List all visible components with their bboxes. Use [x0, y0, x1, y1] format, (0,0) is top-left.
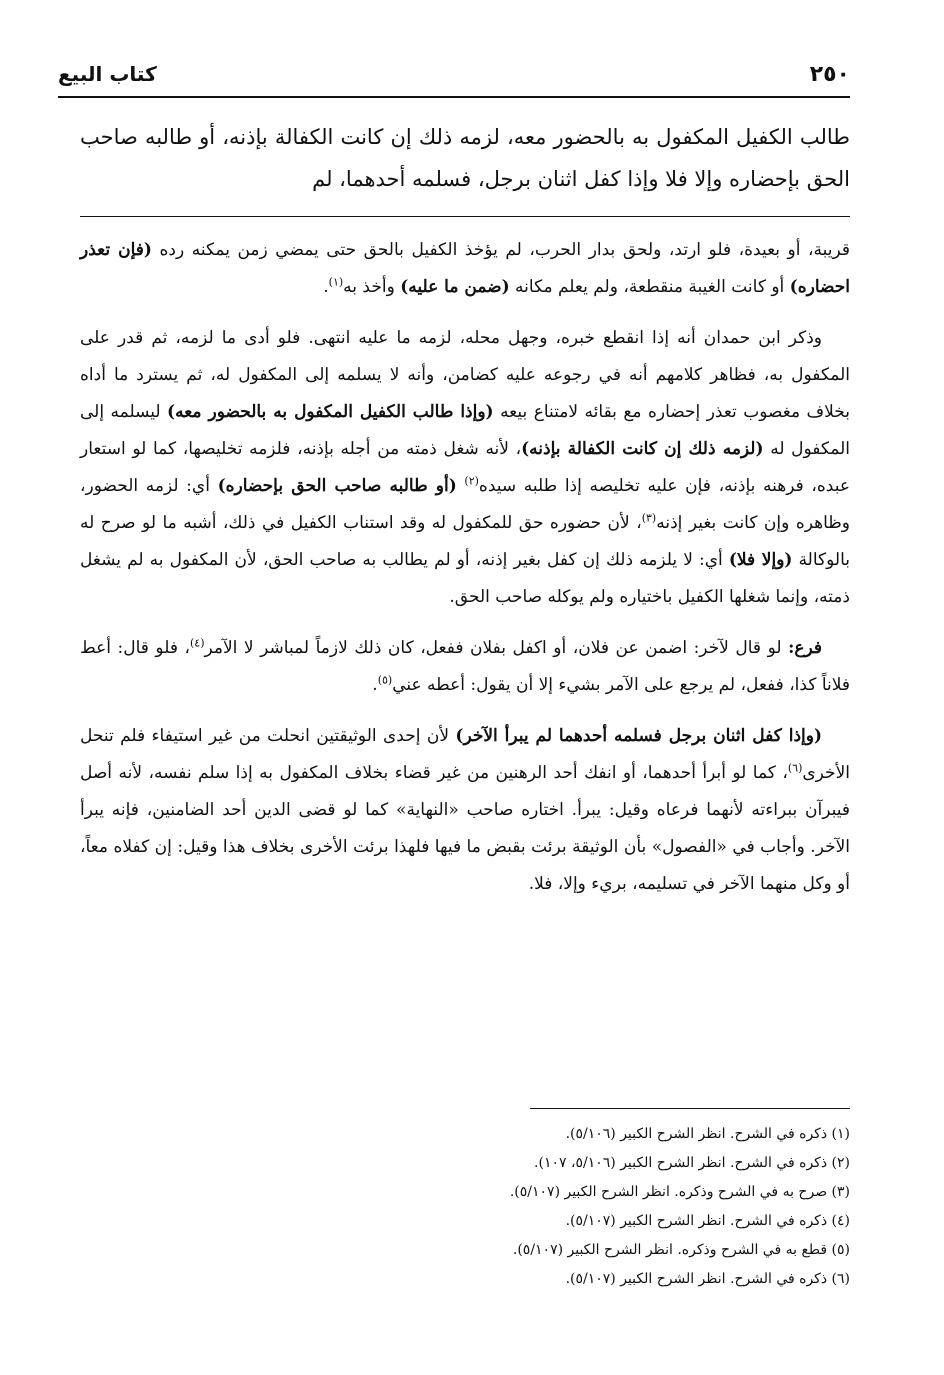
footnote: (٥) قطع به في الشرح وذكره. انظر الشرح الكبير (٥/١٠٧). [512, 1242, 850, 1258]
matn-quote: (أو طالبه صاحب الحق بإحضاره) [217, 476, 457, 496]
matn-divider [80, 216, 850, 217]
header-rule [58, 96, 850, 98]
page-number: ٢٥٠ [809, 62, 850, 87]
commentary-paragraph-3: فرع: لو قال لآخر: اضمن عن فلان، أو اكفل بفلان ففعل، كان ذلك لازماً لمباشر لا الآمر$^{(٤)}$، فلو قال: أعط فلاناً كذا، ففعل، لم يرجع على الآمر بشيء إلا أن يقول: أعطه عني$^{(٥)}$. [80, 636, 850, 695]
footnotes [80, 1120, 850, 1294]
page-header [58, 58, 850, 100]
matn-quote: (وإلا فلا) [728, 550, 793, 570]
footnote-ref: (٤) [189, 636, 205, 650]
matn-quote: (لزمه ذلك إن كانت الكفالة بإذنه) [521, 439, 764, 459]
commentary-paragraph-1: قريبة، أو بعيدة، فلو ارتد، ولحق بدار الحرب، لم يؤخذ الكفيل بالحق حتى يمضي زمن يمكنه رده (فإن تعذر احضاره) أو كانت الغيبة منقطعة، ولم يعلم مكانه (ضمن ما عليه) وأخذ به$^{(١)}$. [80, 240, 850, 297]
running-title: كتاب البيع [58, 62, 157, 86]
footnote-divider [530, 1108, 850, 1109]
footnote: (١) ذكره في الشرح. انظر الشرح الكبير (٥/١٠٦). [565, 1126, 850, 1142]
footnote-ref: (٣) [641, 511, 657, 525]
footnote: (٣) صرح به في الشرح وذكره. انظر الشرح الكبير (٥/١٠٧). [509, 1184, 850, 1200]
commentary-paragraph-4: (وإذا كفل اثنان برجل فسلمه أحدهما لم يبرأ الآخر) لأن إحدى الوثيقتين انحلت من غير استيفاء فلم تنحل الأخرى$^{(٦)}$، كما لو أبرأ أحدهما، أو انفك أحد الرهنين من غير قضاء بخلاف المكفول به إذا سلم نفسه، لأنه أصل فيبرآن ببراءته لأنهما فرعاه وقيل: يبرأ. اختاره صاحب «النهاية» كما لو قضى الدين أحد الضامنين، فإنه يبرأ الآخر. وأجاب في «الفصول» بأن الوثيقة برئت بقبض ما فيها فلهذا برئت الأخرى بخلاف هذا وقيل: إن كفلاه معاً، أو وكل منهما الآخر في تسليمه، بريء وإلا، فلا. [80, 726, 850, 894]
matn-text: طالب الكفيل المكفول به بالحضور معه، لزمه ذلك إن كانت الكفالة بإذنه، أو طالبه صاحب الحق بإحضاره وإلا فلا وإذا كفل اثنان برجل، فسلمه أحدهما، لم [80, 125, 850, 191]
matn-quote: (ضمن ما عليه) [400, 277, 510, 297]
footnote-ref: (٢) [464, 474, 479, 488]
subsection-label: فرع: [788, 638, 823, 658]
matn-quote: (وإذا كفل اثنان برجل فسلمه أحدهما لم يبرأ الآخر) [455, 726, 822, 746]
matn-quote: (وإذا طالب الكفيل المكفول به بالحضور معه) [167, 402, 494, 422]
commentary-paragraph-2: وذكر ابن حمدان أنه إذا انقطع خبره، وجهل محله، لزمه ما عليه انتهى. فلو أدى ما لزمه، ثم قدر على المكفول به، فظاهر كلامهم أنه في رجوعه عليه كضامن، وأنه لا يسلمه إلى المكفول له، ثم يسترد ما أداه بخلاف مغصوب تعذر إحضاره مع بقائه لامتناع بيعه (وإذا طالب الكفيل المكفول به بالحضور معه) ليسلمه إلى المكفول له (لزمه ذلك إن كانت الكفالة بإذنه)، لأنه شغل ذمته من أجله بإذنه، فلزمه تخليصها، كما لو استعار عبده، فرهنه بإذنه، فإن عليه تخليصه إذا طلبه سيده$^{(٢)}$ (أو طالبه صاحب الحق بإحضاره) أي: لزمه الحضور، وظاهره وإن كانت بغير إذنه$^{(٣)}$، لأن حضوره حق للمكفول له وقد استناب الكفيل في ذلك، أشبه ما لو صرح له بالوكالة (وإلا فلا) أي: لا يلزمه ذلك إن كفل بغير إذنه، أو لم يطالب به صاحب الحق، لأن المكفول به لم يشغل ذمته، وإنما شغلها الكفيل باختياره ولم يوكله صاحب الحق. [80, 328, 851, 607]
commentary [80, 232, 850, 917]
footnote: (٦) ذكره في الشرح. انظر الشرح الكبير (٥/١٠٧). [565, 1271, 850, 1287]
matn-quote: (فإن تعذر احضاره) [80, 240, 850, 297]
footnote-ref: (٦) [787, 761, 803, 775]
footnote-ref: (٥) [377, 673, 393, 687]
footnote-ref: (١) [328, 275, 344, 289]
footnote: (٢) ذكره في الشرح. انظر الشرح الكبير (٥/١٠٦، ١٠٧). [534, 1155, 850, 1171]
footnote: (٤) ذكره في الشرح. انظر الشرح الكبير (٥/١٠٧). [565, 1213, 850, 1229]
